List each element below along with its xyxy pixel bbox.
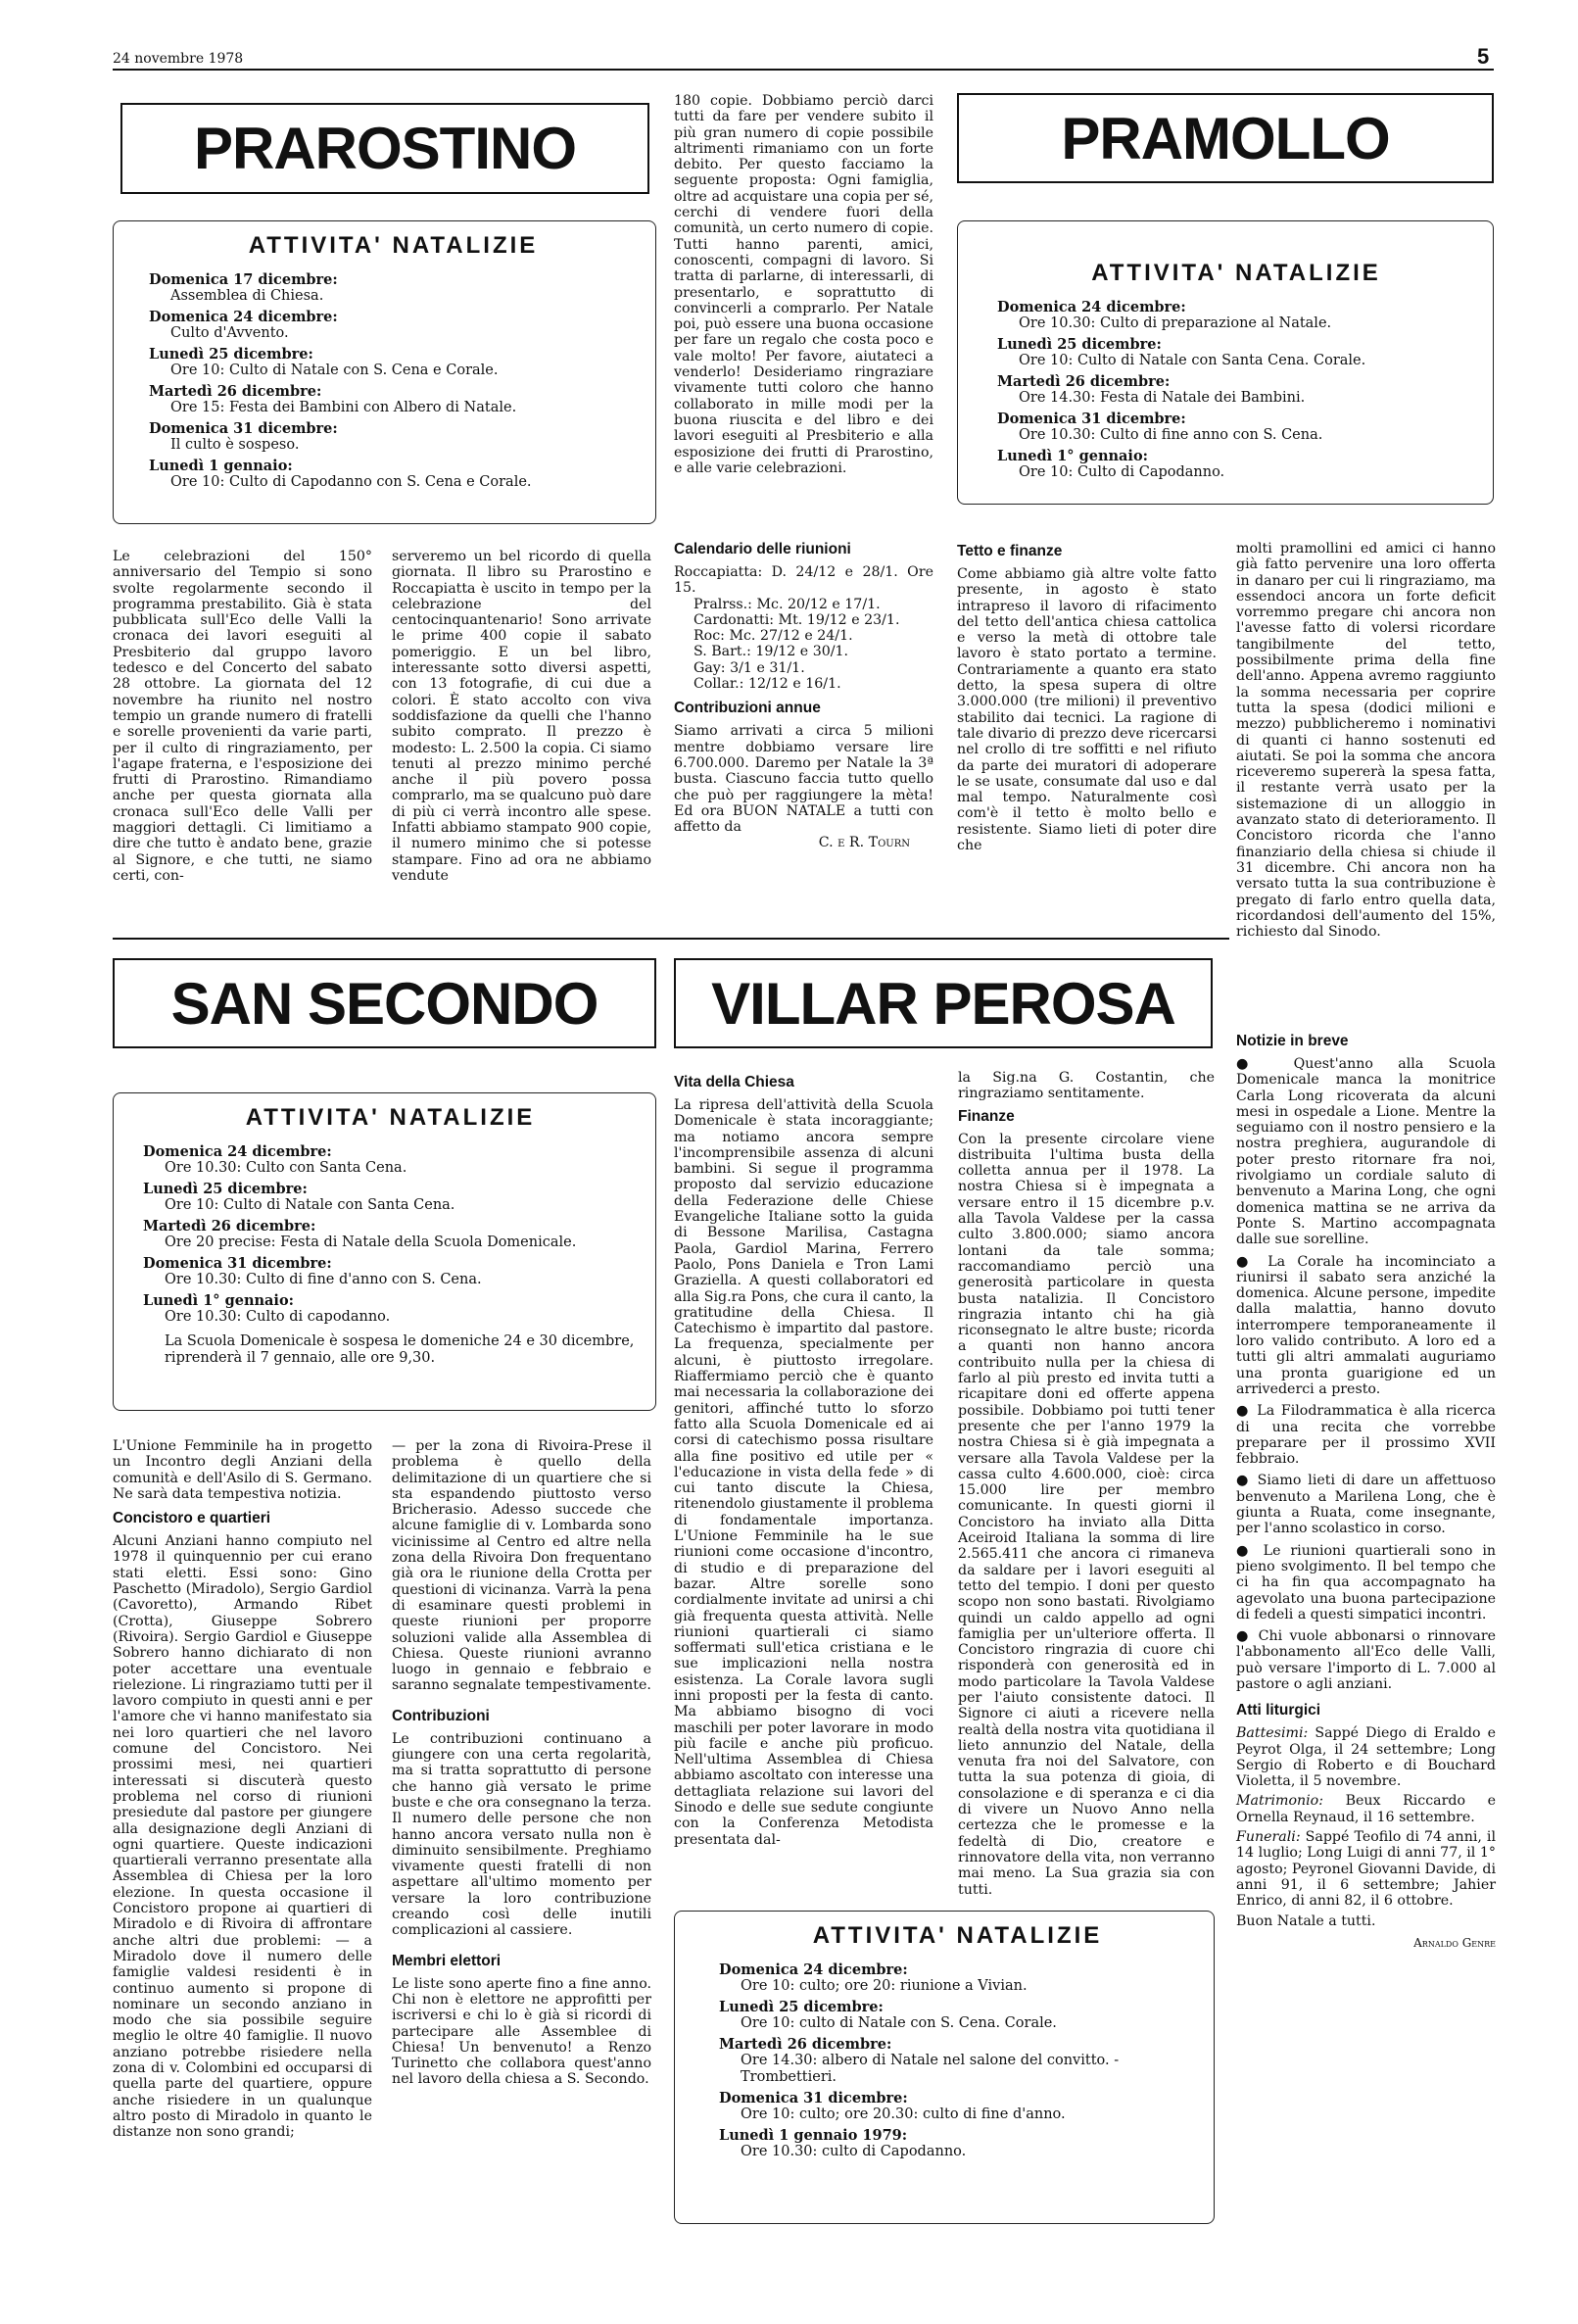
entry-text: Ore 10.30: Culto di capodanno.	[165, 1309, 391, 1325]
prarostino-banner	[120, 103, 649, 194]
concistoro-text: Alcuni Anziani hanno compiuto nel 1978 il quinquennio per cui erano stati eletti. Essi sono: Gino Paschetto (Miradolo), Sergio Gardiol (Cavoretto), Armando Ribet (Crotta), Giuseppe Sobrero (Rivoira). Sergio Gardiol e Giuseppe Sobrero hanno dichiarato di non poter accettare una eventuale rielezione. Li ringraziamo tutti per il lavoro compiuto in questi anni e per l'amore che vi hanno manifestato sia nei loro quartieri che nel lavoro comune del Concistoro. Nei prossimi mesi, nei quartieri interessati si discuterà questo problema nel corso di riunioni presiedute dal pastore per giungere alla designazione degli Anziani di ogni quartiere. Queste indicazioni quartierali verranno presentate alla Assemblea di Chiesa per la loro elezione. In questa occasione il Concistoro propone ai quartieri di Miradolo e di Rivoira di affrontare anche altri due problemi: — a Miradolo dove il numero delle famiglie valdesi residenti è in continuo aumento si propone di nominare un secondo anziano in modo che sia possibile seguire meglio le oltre 40 famiglie. Il nuovo anziano potrebbe risiedere nella zona di v. Colombini ed occuparsi di quella parte del quartiere, oppure anche risiedere in un qualunque altro posto di Miradolo in quanto le distanze non sono grandi;	[113, 1533, 372, 2141]
contribuzioni-text: Le contribuzioni continuano a giungere con una certa regolarità, ma si tratta soprattutto di persone che hanno già versato le prime buste e che ora consegnano la terza. Il numero delle persone che non hanno ancora versato nulla non è diminuito sensibilmente. Preghiamo vivamente questi fratelli di non aspettare all'ultimo momento per versare la loro contribuzione creando così delle inutili complicazioni al cassiere.	[392, 1730, 651, 1939]
atti-item: Matrimonio: Beux Riccardo e Ornella Reynaud, il 16 settembre.	[1236, 1793, 1496, 1825]
pramollo-banner	[957, 93, 1494, 183]
sansecondo-intro: L'Unione Femminile ha in progetto un Incontro degli Anziani della comunità e dell'Asilo di S. Germano. Ne sarà data tempestiva notizia.	[113, 1438, 372, 1502]
entry-day: Martedì 26 dicembre:	[997, 373, 1171, 390]
contrib-text: Siamo arrivati a circa 5 milioni mentre dobbiamo versare lire 6.700.000. Daremo per Natale la 3ª busta. Ciascuno faccia tutto quello che può per raggiungere la mèta! Ed ora BUON NATALE a tutti con affetto da	[674, 723, 933, 836]
entry-text: Ore 10: Culto di Capodanno con S. Cena e Corale.	[170, 474, 532, 490]
calendar-line: Gay: 3/1 e 31/1.	[693, 659, 805, 676]
pramollo-title: PRAMOLLO	[1061, 105, 1390, 171]
villar-title: VILLAR PEROSA	[711, 970, 1175, 1037]
entry-text: Ore 10.30: Culto di fine d'anno con S. Cena.	[165, 1272, 482, 1287]
pramollo-col2: molti pramollini ed amici ci hanno già fatto pervenire una loro offerta in danaro per cui li ringraziamo, ma essendoci ancora un forte deficit vorremmo pregare chi ancora non l'avesse fatto di volersi ricordare tangibilmente del tetto, possibilmente prima della fine dell'anno. Appena avremo raggiunto la somma necessaria per coprire tutta la spesa (dodici milioni e mezzo) pubblicheremo i nominativi di quanti ci hanno sostenuti ed aiutati. Se poi la somma che ancora riceveremo supererà la spesa fatta, il restante verrà usato per la sistemazione di un alloggio in avanzato stato di deterioramento. Il Concistoro ricorda che l'anno finanziario della chiesa si chiude il 31 dicembre. Chi ancora non ha versato tutta la sua contribuzione è pregato di farlo entro quella data, ricordandosi dell'aumento del 15%, richiesto dal Sinodo.	[1236, 541, 1496, 941]
notizie-item: ● Le riunioni quartierali sono in pieno svolgimento. Il bel tempo che ci ha fin qua accompagnato ha agevolato una buona partecipazione di fedeli a questi simpatici incontri.	[1236, 1542, 1497, 1622]
page-date: 24 novembre 1978	[113, 51, 244, 67]
entry-day: Lunedì 1 gennaio:	[149, 458, 293, 474]
entry-day: Martedì 26 dicembre:	[143, 1218, 316, 1235]
sansecondo-banner	[113, 958, 656, 1048]
pramollo-box-title: ATTIVITA' NATALIZIE	[1091, 260, 1381, 286]
atti-item: Battesimi: Sappé Diego di Eraldo e Peyrot Olga, il 24 settembre; Long Sergio di Roberto e di Bouchard Violetta, il 5 novembre.	[1236, 1725, 1497, 1790]
entry-day: Domenica 24 dicembre:	[997, 299, 1186, 315]
entry-day: Domenica 24 dicembre:	[149, 309, 338, 325]
prarostino-title: PRAROSTINO	[193, 116, 577, 181]
entry-text: Ore 10: Culto di Natale con S. Cena e Corale.	[170, 363, 499, 378]
entry-day: Lunedì 25 dicembre:	[997, 336, 1162, 353]
prarostino-signature: C. e R. Tourn	[818, 835, 910, 851]
entry-text: Ore 10: culto; ore 20.30: culto di fine d'anno.	[741, 2106, 1066, 2122]
prarostino-col1: Le celebrazioni del 150° anniversario del Tempio si sono svolte regolarmente secondo il programma prestabilito. Già è stata pubblicata sull'Eco delle Valli la cronaca dei lavori eseguiti al Presbiterio dal gruppo lavoro tedesco e del Concerto del sabato 28 ottobre. La giornata del 12 novembre ha riunito nel nostro tempio un grande numero di fratelli e sorelle provenienti da varie parti, per il culto di ringraziamento, per l'agape fraterna, e l'esposizione dei frutti di Prarostino. Rimandiamo anche per questa giornata alla cronaca sull'Eco delle Valli per maggiori dettagli. Ci limitiamo a dire che tutto è andato bene, grazie al Signore, e che tutti, ne siamo certi, con-	[113, 549, 372, 884]
entry-text: Ore 14.30: Festa di Natale dei Bambini.	[1019, 390, 1306, 406]
pramollo-closing: Buon Natale a tutti.	[1236, 1912, 1376, 1929]
entry-text: Ore 10.30: Culto con Santa Cena.	[165, 1160, 407, 1176]
entry-text: Il culto è sospeso.	[170, 437, 300, 453]
atti-item: Funerali: Sappé Teofilo di 74 anni, il 14 luglio; Long Luigi di anni 77, il 1° agosto; Peyronel Giovanni Davide, di anni 91, il 6 settembre; Jahier Enrico, di anni 82, il 6 ottobre.	[1236, 1829, 1496, 1910]
entry-day: Domenica 17 dicembre:	[149, 271, 338, 288]
villar-col2-top: la Sig.na G. Costantin, che ringraziamo sentitamente.	[958, 1070, 1215, 1102]
entry-day: Lunedì 25 dicembre:	[149, 346, 313, 363]
pramollo-signature: Arnaldo Genre	[1413, 1935, 1496, 1950]
entry-day: Lunedì 1° gennaio:	[997, 448, 1148, 464]
membri-text: Le liste sono aperte fino a fine anno. Chi non è elettore ne approfitti per iscriversi e chi lo è già si ricordi di partecipare alle Assemblee di Chiesa! Un benvenuto! a Renzo Turinetto che collabora quest'anno nel lavoro della chiesa a S. Secondo.	[392, 1975, 651, 2088]
villar-col2	[958, 1070, 1215, 1898]
atti-heading: Atti liturgici	[1236, 1702, 1321, 1719]
tetto-heading: Tetto e finanze	[957, 543, 1063, 559]
entry-day: Lunedì 25 dicembre:	[143, 1181, 308, 1197]
contrib-heading: Contribuzioni annue	[674, 700, 821, 717]
calendar-line: Roc: Mc. 27/12 e 24/1.	[693, 628, 853, 645]
entry-day: Domenica 24 dicembre:	[719, 1961, 908, 1978]
calendar-line: Cardonatti: Mt. 19/12 e 23/1.	[693, 611, 900, 628]
notizie-item: ● Quest'anno alla Scuola Domenicale manca la monitrice Carla Long ricoverata da alcuni mesi in ospedale a Lione. Mentre la seguiamo con il nostro pensiero e la nostra preghiera, augurandole di poter presto ritornare fra noi, rivolgiamo un cordiale saluto di benvenuto a Marina Long, che ogni domenica mattina se ne arriva da Ponte S. Martino accompagnata dalle sue sorelline.	[1236, 1056, 1496, 1248]
calendar-heading: Calendario delle riunioni	[674, 541, 851, 557]
finanze-text: Con la presente circolare viene distribuita l'ultima busta della colletta annua per il 1978. La nostra Chiesa si è impegnata a versare entro il 15 dicembre p.v. alla Tavola Valdese per la cassa culto 3.800.000; siamo ancora lontani da tale somma; raccomandiamo perciò una generosità particolare in questa busta natalizia. Il Concistoro ringrazia intanto chi ha già riconsegnato le altre buste; ricorda a quanti non hanno ancora contribuito nulla per la chiesa di farlo al più presto ed invita tutti a ricapitare doni ed offerte appena possibile. Dobbiamo poi tutti tener presente che per l'anno 1979 la nostra Chiesa si è già impegnata a versare alla Tavola Valdese per la cassa culto 4.600.000, cioè: circa 15.000 lire per membro comunicante. In questi giorni il Concistoro ha inviato alla Ditta Aceiroid Italiana la somma di lire 2.565.411 che ancora ci rimaneva da saldare per i lavori eseguiti al tetto del tempio. I doni per questo scopo non sono bastati. Rivolgiamo quindi un caldo appello ad ogni famiglia per un'ulteriore offerta. Il Concistoro ringrazia di cuore chi risponderà con generosità ed in modo particolare la Tavola Valdese per l'aiuto consistente datoci. Il Signore ci aiuti a ricevere nella realtà della nostra vita quotidiana il lieto annunzio del Natale, della venuta fra noi del Salvatore, con tutta la sua potenza di gioia, di consolazione e di speranza e ci dia di vivere un Nuovo Anno nella certezza che le promesse e la fedeltà di Dio, creatore e rinnovatore della vita, non verranno mai meno. La Sua grazia sia con tutti.	[958, 1131, 1215, 1898]
notizie-item: ● Siamo lieti di dare un affettuoso benvenuto a Marilena Long, che è giunta a Ruata, come insegnante, per l'anno scolastico in corso.	[1236, 1473, 1497, 1537]
entry-day: Lunedì 25 dicembre:	[719, 1999, 884, 2015]
villar-box-title: ATTIVITA' NATALIZIE	[812, 1922, 1103, 1949]
entry-text: Ore 10: culto di Natale con S. Cena. Corale.	[741, 2015, 1057, 2031]
sansecondo-note: La Scuola Domenicale è sospesa le domeniche 24 e 30 dicembre, riprenderà il 7 gennaio, alle ore 9,30.	[165, 1333, 635, 1366]
calendar-intro: Roccapiatta: D. 24/12 e 28/1. Ore 15.	[674, 564, 933, 597]
prarostino-col2: serveremo un bel ricordo di quella giornata. Il libro su Prarostino e Roccapiatta è uscito in tempo per la celebrazione del centocinquantenario! Sono arrivate le prime 400 copie il sabato pomeriggio. E un bel libro, interessante sotto diversi aspetti, con 13 fotografie, di cui due a colori. È stato accolto con viva soddisfazione da quelli che l'hanno subito comprato. Il prezzo è modesto: L. 2.500 la copia. Ci siamo tenuti al prezzo minimo perché anche il più povero possa comprarlo, ma se qualcuno può dare di più ci verrà incontro alle spese. Infatti abbiamo stampato 900 copie, il numero minimo che si potesse stampare. Fino ad ora ne abbiamo vendute	[392, 549, 651, 884]
sansecondo-activity-box	[113, 1092, 656, 1411]
membri-heading: Membri elettori	[392, 1952, 502, 1969]
sansecondo-col1	[113, 1438, 372, 2140]
entry-text: Culto d'Avvento.	[170, 325, 289, 341]
prarostino-entries	[149, 271, 638, 491]
vita-heading: Vita della Chiesa	[674, 1074, 794, 1090]
contribuzioni-heading: Contribuzioni	[392, 1707, 490, 1724]
entry-text: Ore 10: culto; ore 20: riunione a Vivian.	[741, 1978, 1028, 1994]
sansecondo-col2	[392, 1438, 651, 2088]
prarostino-col3-top: 180 copie. Dobbiamo perciò darci tutti da fare per vendere subito il più gran numero di copie possibile altrimenti rimaniamo con un forte debito. Per questo facciamo la seguente proposta: Ogni famiglia, oltre ad acquistare una copia per sé, cerchi di vendere fuori della comunità, un certo numero di copie. Tutti hanno parenti, amici, conoscenti, compagni di lavoro. Si tratta di parlarne, di interessarli, di presentarlo, e soprattutto di convincerli a comprarlo. Per Natale poi, può essere una buona occasione per fare un regalo che costa poco e vale molto! Per favore, aiutateci a venderlo! Desideriamo ringraziare vivamente tutti coloro che hanno collaborato in mille modi per la buona riuscita e del libro e dei lavori eseguiti al Presbiterio e alla esposizione dei frutti di Prarostino, e alle varie celebrazioni.	[674, 93, 933, 476]
entry-text: Ore 10.30: Culto di preparazione al Natale.	[1019, 315, 1332, 331]
entry-day: Martedì 26 dicembre:	[149, 383, 322, 400]
calendar-line: Pralrss.: Mc. 20/12 e 17/1.	[693, 596, 881, 612]
notizie-item: ● La Corale ha incominciato a riunirsi il sabato sera anziché la domenica. Alcune persone, impedite dalla malattia, hanno dovuto interrompere temporaneamente il loro valido contributo. A loro ed a tutti gli altri ammalati auguriamo una pronta guarigione ed un arrivederci a presto.	[1236, 1253, 1496, 1397]
sansecondo-title: SAN SECONDO	[170, 970, 598, 1037]
vita-text: La ripresa dell'attività della Scuola Domenicale è stata incoraggiante; ma notiamo ancora sempre l'incomprensibile assenza di alcuni bambini. Si segue il programma proposto dal servizio educazione della Federazione delle Chiese Evangeliche Italiane sotto la guida di Bessone Marilisa, Castagna Paola, Gardiol Marina, Ferrero Paolo, Pons Daniela e Tron Lami Graziella. A questi collaboratori ed alla Sig.ra Pons, che cura il canto, la gratitudine della Chiesa. Il Catechismo è impartito dal pastore. La frequenza, specialmente per alcuni, è piuttosto irregolare. Riaffermiamo perciò che è quanto mai necessaria la collaborazione dei genitori, affinché tutto lo sforzo fatto alla Scuola Domenicale ed ai corsi di catechismo possa risultare alla fine positivo ed utile per « l'educazione in vista della fede » di cui tanto discute la Chiesa, ritenendolo giustamente il problema di fondamentale importanza. L'Unione Femminile ha le sue riunioni come occasione d'incontro, di studio e di preparazione del bazar. Altre sorelle sono cordialmente invitate ad unirsi a chi già frequenta questa attività. Nelle riunioni quartierali ci siamo soffermati sull'etica cristiana e le sue implicazioni nella nostra esistenza. La Corale lavora sugli inni proposti per la festa di canto. Ma abbiamo bisogno di voci maschili per poter lavorare in modo più facile e anche più proficuo. Nell'ultima Assemblea di Chiesa abbiamo ascoltato con interesse una dettagliata relazione sui lavori del Sinodo e delle sue sedute congiunte con la Conferenza Metodista presentata dal-	[674, 1097, 933, 1848]
entry-text: Assemblea di Chiesa.	[170, 288, 324, 304]
pramollo-col1	[957, 539, 1217, 853]
calendar-line: S. Bart.: 19/12 e 30/1.	[693, 644, 849, 660]
concistoro-heading: Concistoro e quartieri	[113, 1510, 271, 1527]
entry-day: Lunedì 1° gennaio:	[143, 1292, 294, 1309]
villar-activity-box	[674, 1911, 1215, 2224]
entry-day: Domenica 31 dicembre:	[149, 420, 338, 437]
entry-text: Ore 10.30: culto di Capodanno.	[741, 2144, 967, 2159]
entry-text: Ore 20 precise: Festa di Natale della Scuola Domenicale.	[165, 1235, 577, 1250]
finanze-heading: Finanze	[958, 1107, 1015, 1125]
prarostino-col3-bottom	[674, 537, 933, 851]
entry-text: Ore 10: Culto di Natale con Santa Cena.	[165, 1197, 455, 1213]
villar-banner	[674, 958, 1213, 1048]
pramollo-activity-box	[957, 220, 1494, 505]
entry-day: Domenica 24 dicembre:	[143, 1143, 332, 1160]
page-number: 5	[1477, 44, 1490, 69]
prarostino-box-title: ATTIVITA' NATALIZIE	[248, 232, 539, 259]
entry-text: Ore 10.30: Culto di fine anno con S. Cena.	[1019, 427, 1323, 443]
header-rule	[113, 69, 1494, 71]
villar-col1	[674, 1070, 933, 1848]
notizie-heading: Notizie in breve	[1236, 1033, 1349, 1049]
prarostino-activity-box	[113, 220, 656, 524]
entry-text: Ore 10: Culto di Capodanno.	[1019, 464, 1225, 480]
notizie-item: ● La Filodrammatica è alla ricerca di una recita che vorrebbe preparare per il prossimo XVII febbraio.	[1236, 1403, 1496, 1468]
notizie-item: ● Chi vuole abbonarsi o rinnovare l'abbonamento all'Eco delle Valli, può versare l'importo di L. 7.000 al pastore o agli anziani.	[1236, 1628, 1497, 1692]
entry-day: Domenica 31 dicembre:	[143, 1255, 332, 1272]
tetto-text: Come abbiamo già altre volte fatto presente, in agosto è stato intrapreso il lavoro di rifacimento del tetto dell'antica chiesa cattolica e verso la metà di ottobre tale lavoro è stato portato a termine. Contrariamente a quanto era stato detto, la spesa supera di oltre 3.000.000 (tre milioni) il preventivo stabilito dai tecnici. La ragione di tale divario di prezzo deve ricercarsi nel crollo di tre soffitti e nel rifiuto da parte dei muratori di adoperare le se usate, consumate dal uso e dal mal tempo. Naturalmente così com'è il tetto è molto bello e resistente. Siamo lieti di poter dire che	[957, 566, 1217, 854]
calendar-line: Collar.: 12/12 e 16/1.	[693, 676, 841, 693]
entry-day: Domenica 31 dicembre:	[997, 411, 1186, 427]
rivoira-text: — per la zona di Rivoira-Prese il problema è quello della delimitazione di un quartiere che si sta espandendo piuttosto verso Bricherasio. Adesso succede che alcune famiglie di v. Lombarda sono vicinissime al Centro ed altre nella zona della Rivoira Don frequentano già ora le riunione della Crotta per questioni di vicinanza. Varrà la pena di esaminare questi problemi in queste riunioni per proporre soluzioni valide alla Assemblea di Chiesa. Queste riunioni avranno luogo in gennaio e febbraio e saranno segnalate tempestivamente.	[392, 1438, 651, 1694]
entry-day: Lunedì 1 gennaio 1979:	[719, 2127, 908, 2144]
entry-day: Domenica 31 dicembre:	[719, 2090, 908, 2106]
entry-text: Ore 15: Festa dei Bambini con Albero di Natale.	[170, 400, 517, 415]
entry-day: Martedì 26 dicembre:	[719, 2036, 892, 2053]
entry-text: Ore 14.30: albero di Natale nel salone del convitto. - Trombettieri.	[741, 2053, 1120, 2085]
pramollo-col3	[1236, 1029, 1496, 1951]
section-divider	[113, 938, 1229, 940]
entry-text: Ore 10: Culto di Natale con Santa Cena. Corale.	[1019, 353, 1366, 368]
sansecondo-box-title: ATTIVITA' NATALIZIE	[245, 1104, 536, 1131]
